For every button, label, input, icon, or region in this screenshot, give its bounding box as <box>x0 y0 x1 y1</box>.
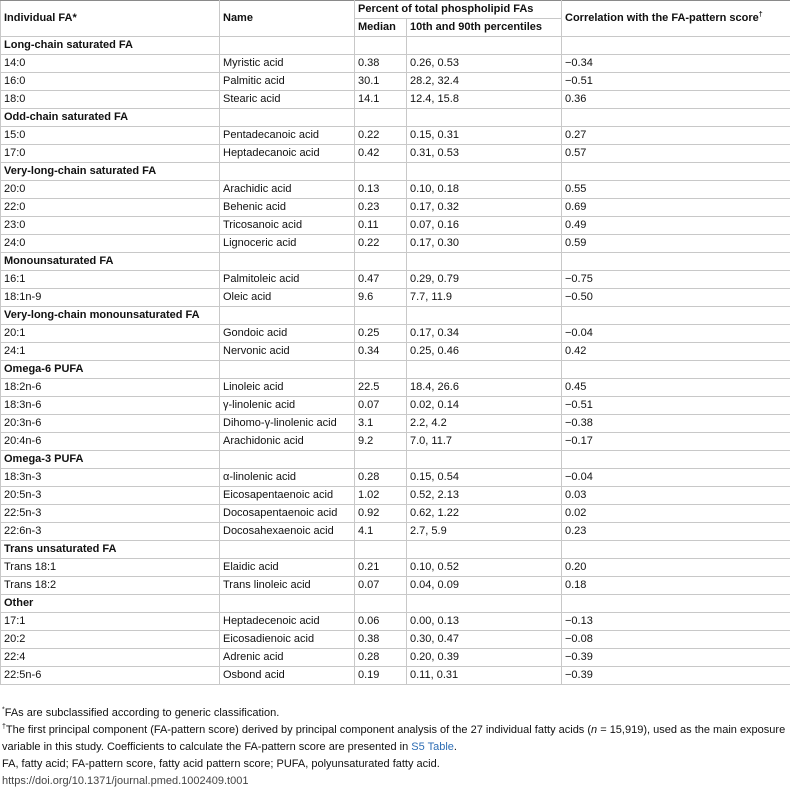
empty-cell <box>407 37 562 55</box>
median-cell: 30.1 <box>355 73 407 91</box>
table-row <box>1 397 790 415</box>
empty-cell <box>407 163 562 181</box>
percentiles-cell: 0.10, 0.18 <box>407 181 562 199</box>
section-title: Other <box>1 595 220 613</box>
table-row <box>1 649 790 667</box>
empty-cell <box>407 253 562 271</box>
median-cell: 3.1 <box>355 415 407 433</box>
correlation-cell: 0.36 <box>562 91 790 109</box>
table-row <box>1 559 790 577</box>
name-cell: Osbond acid <box>220 667 355 685</box>
table-row <box>1 379 790 397</box>
correlation-cell: −0.17 <box>562 433 790 451</box>
median-cell: 0.42 <box>355 145 407 163</box>
table-row <box>1 217 790 235</box>
correlation-cell: 0.42 <box>562 343 790 361</box>
median-cell: 4.1 <box>355 523 407 541</box>
name-cell: Gondoic acid <box>220 325 355 343</box>
empty-cell <box>407 451 562 469</box>
correlation-cell: −0.51 <box>562 73 790 91</box>
name-cell: γ-linolenic acid <box>220 397 355 415</box>
section-row <box>1 307 790 325</box>
median-cell: 0.07 <box>355 577 407 595</box>
name-cell: Adrenic acid <box>220 649 355 667</box>
empty-cell <box>220 163 355 181</box>
table-row <box>1 289 790 307</box>
table-row <box>1 145 790 163</box>
percentiles-cell: 0.52, 2.13 <box>407 487 562 505</box>
empty-cell <box>355 595 407 613</box>
name-cell: Eicosadienoic acid <box>220 631 355 649</box>
fa-cell: 16:1 <box>1 271 220 289</box>
percentiles-cell: 7.7, 11.9 <box>407 289 562 307</box>
median-cell: 9.2 <box>355 433 407 451</box>
table-row <box>1 631 790 649</box>
percentiles-cell: 0.25, 0.46 <box>407 343 562 361</box>
empty-cell <box>220 451 355 469</box>
header-median: Median <box>355 19 407 37</box>
empty-cell <box>355 307 407 325</box>
empty-cell <box>562 541 790 559</box>
percentiles-cell: 0.31, 0.53 <box>407 145 562 163</box>
footnote-1: *FAs are subclassified according to generic classification. <box>2 706 280 719</box>
table-row <box>1 55 790 73</box>
correlation-cell: 0.57 <box>562 145 790 163</box>
section-row <box>1 451 790 469</box>
correlation-cell: 0.27 <box>562 127 790 145</box>
name-cell: Lignoceric acid <box>220 235 355 253</box>
name-cell: Arachidic acid <box>220 181 355 199</box>
name-cell: Myristic acid <box>220 55 355 73</box>
percentiles-cell: 0.26, 0.53 <box>407 55 562 73</box>
percentiles-cell: 0.11, 0.31 <box>407 667 562 685</box>
percentiles-cell: 0.04, 0.09 <box>407 577 562 595</box>
percentiles-cell: 0.15, 0.54 <box>407 469 562 487</box>
section-title: Omega-3 PUFA <box>1 451 220 469</box>
correlation-cell: 0.45 <box>562 379 790 397</box>
correlation-cell: 0.20 <box>562 559 790 577</box>
fa-cell: 17:0 <box>1 145 220 163</box>
abbreviations-note: FA, fatty acid; FA-pattern score, fatty acid pattern score; PUFA, polyunsaturated fatty acid. <box>2 758 440 770</box>
percentiles-cell: 0.17, 0.30 <box>407 235 562 253</box>
fa-cell: 14:0 <box>1 55 220 73</box>
table-body <box>1 37 790 685</box>
fa-cell: 22:5n-3 <box>1 505 220 523</box>
fa-cell: 20:5n-3 <box>1 487 220 505</box>
fa-cell: 20:0 <box>1 181 220 199</box>
name-cell: Dihomo-γ-linolenic acid <box>220 415 355 433</box>
correlation-cell: −0.04 <box>562 325 790 343</box>
percentiles-cell: 0.10, 0.52 <box>407 559 562 577</box>
empty-cell <box>562 163 790 181</box>
median-cell: 0.07 <box>355 397 407 415</box>
empty-cell <box>562 361 790 379</box>
name-cell: Docosapentaenoic acid <box>220 505 355 523</box>
correlation-cell: 0.02 <box>562 505 790 523</box>
table-row <box>1 613 790 631</box>
percentiles-cell: 0.17, 0.32 <box>407 199 562 217</box>
percentiles-cell: 0.17, 0.34 <box>407 325 562 343</box>
fa-cell: 24:0 <box>1 235 220 253</box>
header-percent-group: Percent of total phospholipid FAs <box>355 1 562 19</box>
percentiles-cell: 2.2, 4.2 <box>407 415 562 433</box>
correlation-cell: −0.39 <box>562 667 790 685</box>
header-correlation: Correlation with the FA-pattern score† <box>562 1 790 37</box>
median-cell: 0.38 <box>355 55 407 73</box>
name-cell: Elaidic acid <box>220 559 355 577</box>
name-cell: Linoleic acid <box>220 379 355 397</box>
percentiles-cell: 0.30, 0.47 <box>407 631 562 649</box>
empty-cell <box>220 595 355 613</box>
table-footnotes <box>2 705 788 773</box>
empty-cell <box>220 541 355 559</box>
empty-cell <box>355 253 407 271</box>
section-title: Very-long-chain monounsaturated FA <box>1 307 220 325</box>
empty-cell <box>220 253 355 271</box>
fa-cell: 22:0 <box>1 199 220 217</box>
median-cell: 9.6 <box>355 289 407 307</box>
percentiles-cell: 0.00, 0.13 <box>407 613 562 631</box>
name-cell: Behenic acid <box>220 199 355 217</box>
empty-cell <box>407 595 562 613</box>
median-cell: 0.28 <box>355 649 407 667</box>
correlation-cell: 0.55 <box>562 181 790 199</box>
table-row <box>1 127 790 145</box>
table-row <box>1 199 790 217</box>
median-cell: 0.22 <box>355 235 407 253</box>
empty-cell <box>220 109 355 127</box>
name-cell: Tricosanoic acid <box>220 217 355 235</box>
correlation-cell: −0.51 <box>562 397 790 415</box>
table-row <box>1 91 790 109</box>
empty-cell <box>407 361 562 379</box>
name-cell: Docosahexaenoic acid <box>220 523 355 541</box>
median-cell: 22.5 <box>355 379 407 397</box>
section-row <box>1 361 790 379</box>
correlation-cell: −0.39 <box>562 649 790 667</box>
fa-cell: 15:0 <box>1 127 220 145</box>
median-cell: 0.34 <box>355 343 407 361</box>
empty-cell <box>355 163 407 181</box>
correlation-cell: −0.34 <box>562 55 790 73</box>
empty-cell <box>562 451 790 469</box>
table-row <box>1 73 790 91</box>
section-row <box>1 595 790 613</box>
correlation-cell: −0.50 <box>562 289 790 307</box>
empty-cell <box>355 451 407 469</box>
name-cell: Oleic acid <box>220 289 355 307</box>
percentiles-cell: 0.15, 0.31 <box>407 127 562 145</box>
fa-cell: 18:1n-9 <box>1 289 220 307</box>
correlation-cell: −0.38 <box>562 415 790 433</box>
empty-cell <box>407 307 562 325</box>
section-title: Odd-chain saturated FA <box>1 109 220 127</box>
header-name: Name <box>220 1 355 37</box>
fa-cell: 18:3n-3 <box>1 469 220 487</box>
percentiles-cell: 0.62, 1.22 <box>407 505 562 523</box>
table-row <box>1 577 790 595</box>
median-cell: 0.92 <box>355 505 407 523</box>
fa-cell: Trans 18:1 <box>1 559 220 577</box>
median-cell: 1.02 <box>355 487 407 505</box>
percentiles-cell: 0.07, 0.16 <box>407 217 562 235</box>
empty-cell <box>355 109 407 127</box>
table-row <box>1 325 790 343</box>
header-individual-fa: Individual FA* <box>1 1 220 37</box>
name-cell: Eicosapentaenoic acid <box>220 487 355 505</box>
median-cell: 14.1 <box>355 91 407 109</box>
name-cell: Nervonic acid <box>220 343 355 361</box>
empty-cell <box>220 307 355 325</box>
section-title: Very-long-chain saturated FA <box>1 163 220 181</box>
section-row <box>1 541 790 559</box>
section-title: Trans unsaturated FA <box>1 541 220 559</box>
fa-cell: 20:1 <box>1 325 220 343</box>
table-row <box>1 505 790 523</box>
header-percentiles: 10th and 90th percentiles <box>407 19 562 37</box>
correlation-cell: 0.69 <box>562 199 790 217</box>
footnote-2: †The first principal component (FA-pattern score) derived by principal component analysis of the 27 individual fatty acids (n = 15,919), used as the main exposure variable in this study. Coefficients to calculate the FA-pattern score are presented in S5 Table. <box>2 723 786 753</box>
correlation-cell: 0.59 <box>562 235 790 253</box>
correlation-cell: 0.18 <box>562 577 790 595</box>
name-cell: Heptadecenoic acid <box>220 613 355 631</box>
fa-cell: Trans 18:2 <box>1 577 220 595</box>
correlation-cell: −0.04 <box>562 469 790 487</box>
empty-cell <box>355 541 407 559</box>
median-cell: 0.11 <box>355 217 407 235</box>
correlation-cell: 0.23 <box>562 523 790 541</box>
empty-cell <box>355 361 407 379</box>
correlation-cell: −0.08 <box>562 631 790 649</box>
empty-cell <box>407 541 562 559</box>
correlation-cell: 0.03 <box>562 487 790 505</box>
percentiles-cell: 18.4, 26.6 <box>407 379 562 397</box>
percentiles-cell: 7.0, 11.7 <box>407 433 562 451</box>
empty-cell <box>562 253 790 271</box>
percentiles-cell: 12.4, 15.8 <box>407 91 562 109</box>
doi-link[interactable]: https://doi.org/10.1371/journal.pmed.1002409.t001 <box>2 775 249 787</box>
median-cell: 0.23 <box>355 199 407 217</box>
median-cell: 0.28 <box>355 469 407 487</box>
name-cell: Arachidonic acid <box>220 433 355 451</box>
name-cell: Heptadecanoic acid <box>220 145 355 163</box>
median-cell: 0.22 <box>355 127 407 145</box>
table-row <box>1 343 790 361</box>
fa-cell: 23:0 <box>1 217 220 235</box>
fa-cell: 18:2n-6 <box>1 379 220 397</box>
section-title: Long-chain saturated FA <box>1 37 220 55</box>
percentiles-cell: 2.7, 5.9 <box>407 523 562 541</box>
fa-cell: 22:4 <box>1 649 220 667</box>
table-row <box>1 667 790 685</box>
name-cell: Pentadecanoic acid <box>220 127 355 145</box>
fa-cell: 20:3n-6 <box>1 415 220 433</box>
empty-cell <box>562 307 790 325</box>
fa-cell: 24:1 <box>1 343 220 361</box>
table-row <box>1 487 790 505</box>
fa-cell: 22:6n-3 <box>1 523 220 541</box>
table-row <box>1 181 790 199</box>
fa-cell: 17:1 <box>1 613 220 631</box>
median-cell: 0.19 <box>355 667 407 685</box>
table-row <box>1 415 790 433</box>
section-title: Omega-6 PUFA <box>1 361 220 379</box>
empty-cell <box>562 109 790 127</box>
empty-cell <box>355 37 407 55</box>
empty-cell <box>562 595 790 613</box>
percentiles-cell: 0.20, 0.39 <box>407 649 562 667</box>
section-title: Monounsaturated FA <box>1 253 220 271</box>
median-cell: 0.06 <box>355 613 407 631</box>
percentiles-cell: 28.2, 32.4 <box>407 73 562 91</box>
percentiles-cell: 0.02, 0.14 <box>407 397 562 415</box>
name-cell: α-linolenic acid <box>220 469 355 487</box>
empty-cell <box>220 37 355 55</box>
correlation-cell: 0.49 <box>562 217 790 235</box>
table-row <box>1 235 790 253</box>
table-row <box>1 433 790 451</box>
section-row <box>1 253 790 271</box>
fa-cell: 20:4n-6 <box>1 433 220 451</box>
correlation-cell: −0.75 <box>562 271 790 289</box>
empty-cell <box>562 37 790 55</box>
median-cell: 0.21 <box>355 559 407 577</box>
fa-cell: 20:2 <box>1 631 220 649</box>
fa-cell: 18:0 <box>1 91 220 109</box>
name-cell: Palmitoleic acid <box>220 271 355 289</box>
section-row <box>1 163 790 181</box>
median-cell: 0.47 <box>355 271 407 289</box>
name-cell: Palmitic acid <box>220 73 355 91</box>
empty-cell <box>220 361 355 379</box>
table-header <box>1 1 790 37</box>
fa-cell: 16:0 <box>1 73 220 91</box>
fa-cell: 22:5n-6 <box>1 667 220 685</box>
table-row <box>1 271 790 289</box>
median-cell: 0.13 <box>355 181 407 199</box>
fa-cell: 18:3n-6 <box>1 397 220 415</box>
name-cell: Trans linoleic acid <box>220 577 355 595</box>
empty-cell <box>407 109 562 127</box>
table-row <box>1 523 790 541</box>
percentiles-cell: 0.29, 0.79 <box>407 271 562 289</box>
section-row <box>1 109 790 127</box>
table-row <box>1 469 790 487</box>
median-cell: 0.25 <box>355 325 407 343</box>
section-row <box>1 37 790 55</box>
s5-table-link[interactable]: S5 Table <box>411 741 454 753</box>
median-cell: 0.38 <box>355 631 407 649</box>
name-cell: Stearic acid <box>220 91 355 109</box>
correlation-cell: −0.13 <box>562 613 790 631</box>
